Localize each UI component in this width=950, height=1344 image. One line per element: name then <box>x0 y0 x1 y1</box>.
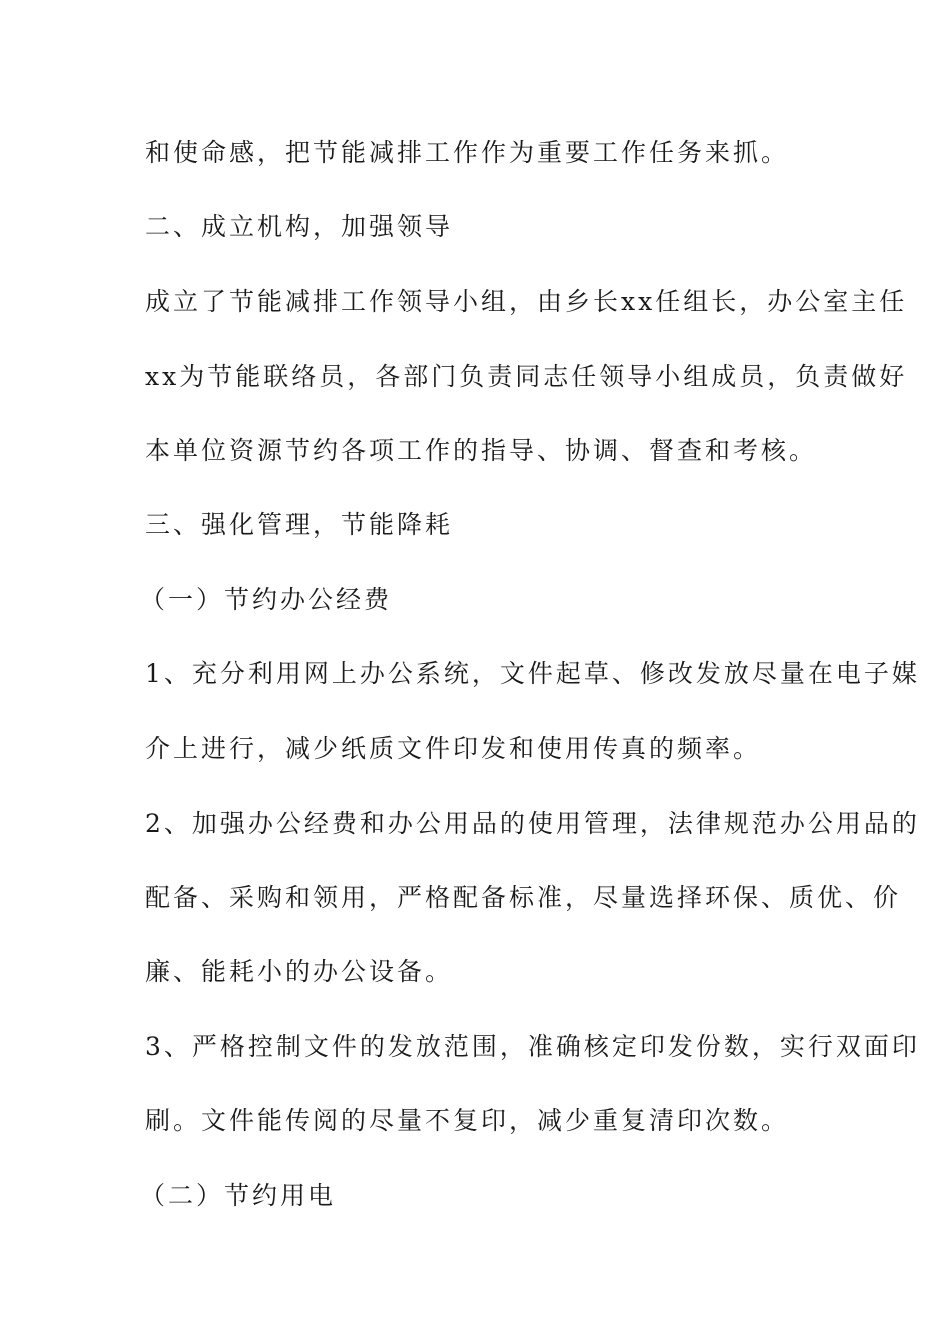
list-item-line: 3、严格控制文件的发放范围，准确核定印发份数，实行双面印 <box>145 1032 920 1061</box>
section-heading: 三、强化管理，节能降耗 <box>145 510 454 539</box>
list-item-line: 廉、能耗小的办公设备。 <box>145 957 454 986</box>
section-heading: 二、成立机构，加强领导 <box>145 212 454 241</box>
list-item-line: 2、加强办公经费和办公用品的使用管理，法律规范办公用品的 <box>145 809 920 838</box>
list-item-line: 1、充分利用网上办公系统，文件起草、修改发放尽量在电子媒 <box>145 659 920 688</box>
subsection-heading: （二）节约用电 <box>140 1181 337 1210</box>
list-item-line: 刷。文件能传阅的尽量不复印，减少重复清印次数。 <box>145 1106 790 1135</box>
paragraph-line: xx为节能联络员，各部门负责同志任领导小组成员，负责做好 <box>145 362 908 391</box>
paragraph-line: 和使命感，把节能减排工作作为重要工作任务来抓。 <box>145 138 790 167</box>
list-item-line: 配备、采购和领用，严格配备标准，尽量选择环保、质优、价 <box>145 883 902 912</box>
paragraph-line: 本单位资源节约各项工作的指导、协调、督查和考核。 <box>145 436 818 465</box>
subsection-heading: （一）节约办公经费 <box>140 585 393 614</box>
list-item-line: 介上进行，减少纸质文件印发和使用传真的频率。 <box>145 734 762 763</box>
paragraph-line: 成立了节能减排工作领导小组，由乡长xx任组长，办公室主任 <box>145 287 908 316</box>
